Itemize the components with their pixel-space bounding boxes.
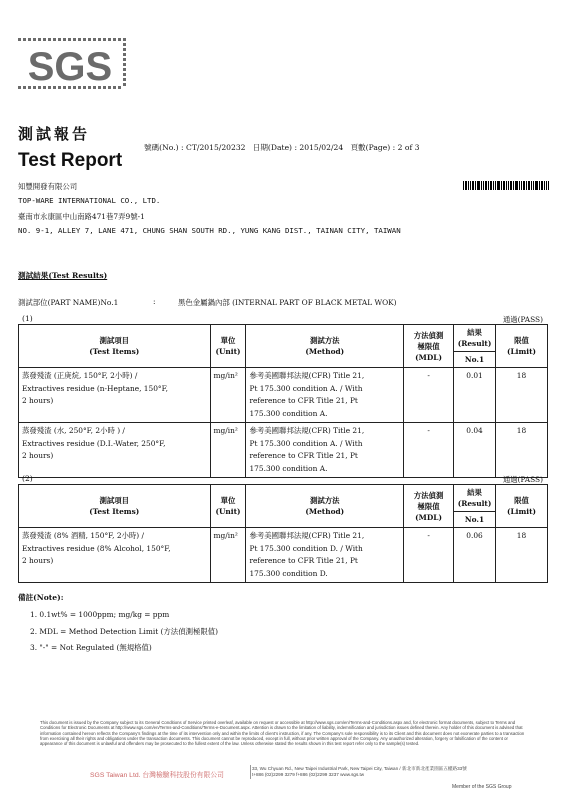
results-heading: 測試結果(Test Results) <box>18 271 108 280</box>
col-result-no: No.1 <box>454 512 496 528</box>
section-label: (1) <box>22 314 33 323</box>
col-unit: 單位 (Unit) <box>210 485 246 528</box>
title-en: Test Report <box>18 150 123 171</box>
footer-company: SGS Taiwan Ltd. 台灣檢驗科技股份有限公司 <box>90 772 224 779</box>
col-limit: 限值 (Limit) <box>496 485 548 528</box>
footer-divider <box>250 765 251 779</box>
note-item: 1. 0.1wt% = 1000ppm; mg/kg = ppm <box>30 610 170 619</box>
mdl-cell: - <box>404 528 454 583</box>
pass-label: 通過(PASS) <box>502 475 543 484</box>
col-mdl: 方法偵測 極限值 (MDL) <box>404 485 454 528</box>
unit-cell: mg/in² <box>210 528 246 583</box>
test-item: 蒸發殘渣 (水, 250°F, 2小時 ) / Extractives residue (D.I.-Water, 250°F, 2 hours) <box>19 423 211 478</box>
col-unit: 單位 (Unit) <box>210 325 246 368</box>
method-cell: 參考美國聯邦法規(CFR) Title 21, Pt 175.300 condition A. / With reference to CFR Title 21, Pt 175.300 condition A. <box>246 368 404 423</box>
report-meta <box>144 142 420 153</box>
col-method: 測試方法 (Method) <box>246 485 404 528</box>
col-limit: 限值 (Limit) <box>496 325 548 368</box>
part-name-label: 測試部位(PART NAME)No.1 <box>18 298 119 307</box>
report-date: 2015/02/24 <box>299 143 344 152</box>
client-name-en: TOP-WARE INTERNATIONAL CO., LTD. <box>18 196 161 205</box>
limit-cell: 18 <box>496 423 548 478</box>
date-label: 日期(Date) : <box>252 143 297 152</box>
report-no: CT/2015/20232 <box>186 143 246 152</box>
part-name-colon: : <box>153 297 156 306</box>
page-number: 2 of 3 <box>397 143 420 152</box>
mdl-cell: - <box>404 368 454 423</box>
method-cell: 參考美國聯邦法規(CFR) Title 21, Pt 175.300 condition A. / With reference to CFR Title 21, Pt 175.300 condition A. <box>246 423 404 478</box>
title-zh: 測試報告 <box>18 125 91 143</box>
notes-title: 備註(Note): <box>18 593 64 602</box>
unit-cell: mg/in² <box>210 423 246 478</box>
table-row <box>19 423 548 478</box>
method-cell: 參考美國聯邦法規(CFR) Title 21, Pt 175.300 condition D. / With reference to CFR Title 21, Pt 175.300 condition D. <box>246 528 404 583</box>
col-test-items: 測試項目 (Test Items) <box>19 325 211 368</box>
part-name-value: 黑色金屬鍋內部 (INTERNAL PART OF BLACK METAL WOK) <box>178 298 397 307</box>
pass-label: 通過(PASS) <box>502 315 543 324</box>
footer-member: Member of the SGS Group <box>452 784 512 790</box>
barcode-icon <box>463 181 549 190</box>
col-method: 測試方法 (Method) <box>246 325 404 368</box>
result-cell: 0.06 <box>454 528 496 583</box>
client-address-en: NO. 9-1, ALLEY 7, LANE 471, CHUNG SHAN SOUTH RD., YUNG KANG DIST., TAINAN CITY, TAIWAN <box>18 226 401 235</box>
table-row <box>19 368 548 423</box>
footer-address: 33, Wu Chyuan Rd., New Taipei Industrial Park, New Taipei City, Taiwan / 新北市新北產業園區五權路33號 t+886 (02)2299 3279 f+886 (02)2299 3237 www.sgs.tw <box>252 766 467 777</box>
report-no-label: 號碼(No.) : <box>144 143 184 152</box>
sgs-logo <box>18 38 128 90</box>
mdl-cell: - <box>404 423 454 478</box>
result-cell: 0.01 <box>454 368 496 423</box>
col-result: 結果 (Result) <box>454 485 496 512</box>
note-item: 2. MDL = Method Detection Limit (方法偵測極限值) <box>30 627 219 636</box>
results-table <box>18 484 548 583</box>
table-header-row <box>19 325 548 352</box>
table-row <box>19 528 548 583</box>
test-item: 蒸發殘渣 (8% 酒精, 150°F, 2小時) / Extractives residue (8% Alcohol, 150°F, 2 hours) <box>19 528 211 583</box>
unit-cell: mg/in² <box>210 368 246 423</box>
results-table <box>18 324 548 478</box>
test-item: 蒸發殘渣 (正庚烷, 150°F, 2小時) / Extractives residue (n-Heptane, 150°F, 2 hours) <box>19 368 211 423</box>
client-address-zh: 臺南市永康區中山南路471巷7弄9號-1 <box>18 212 145 221</box>
limit-cell: 18 <box>496 528 548 583</box>
table-header-row <box>19 485 548 512</box>
part-name-line <box>18 297 518 307</box>
page-label: 頁數(Page) : <box>350 143 396 152</box>
client-name-zh: 知豐開發有限公司 <box>18 182 78 191</box>
section-label: (2) <box>22 474 33 483</box>
disclaimer-text: This document is issued by the Company subject to its General Conditions of Service printed overleaf, available on request or accessible at http://www.sgs.com/en/Terms-and-Conditions.aspx and, for electronic format documents, subject to Terms and Conditions for Electronic Documents at http://www.sgs.com/en/Terms-and-Conditions/Terms-e-Document.aspx. Attention is drawn to the limitation of liability, indemnification and jurisdiction issues defined therein. Any holder of this document is advised that information contained hereon reflects the Company's findings at the time of its intervention only and within the limits of client's instruction, if any. The Company's sole responsibility is to its Client and this document does not exonerate parties to a transaction from exercising all their rights and obligations under the transaction documents. This document cannot be reproduced, except in full, without prior written approval of the Company. Any unauthorized alteration, forgery or falsification of the content or appearance of this document is unlawful and offenders may be prosecuted to the fullest extent of the law. Unless otherwise stated the results shown in this test report refer only to the sample(s) tested. <box>40 720 525 747</box>
result-cell: 0.04 <box>454 423 496 478</box>
svg-text:SGS: SGS <box>27 45 113 89</box>
col-result-no: No.1 <box>454 352 496 368</box>
col-test-items: 測試項目 (Test Items) <box>19 485 211 528</box>
note-item: 3. "-" = Not Regulated (無規格值) <box>30 643 152 652</box>
col-result: 結果 (Result) <box>454 325 496 352</box>
limit-cell: 18 <box>496 368 548 423</box>
col-mdl: 方法偵測 極限值 (MDL) <box>404 325 454 368</box>
